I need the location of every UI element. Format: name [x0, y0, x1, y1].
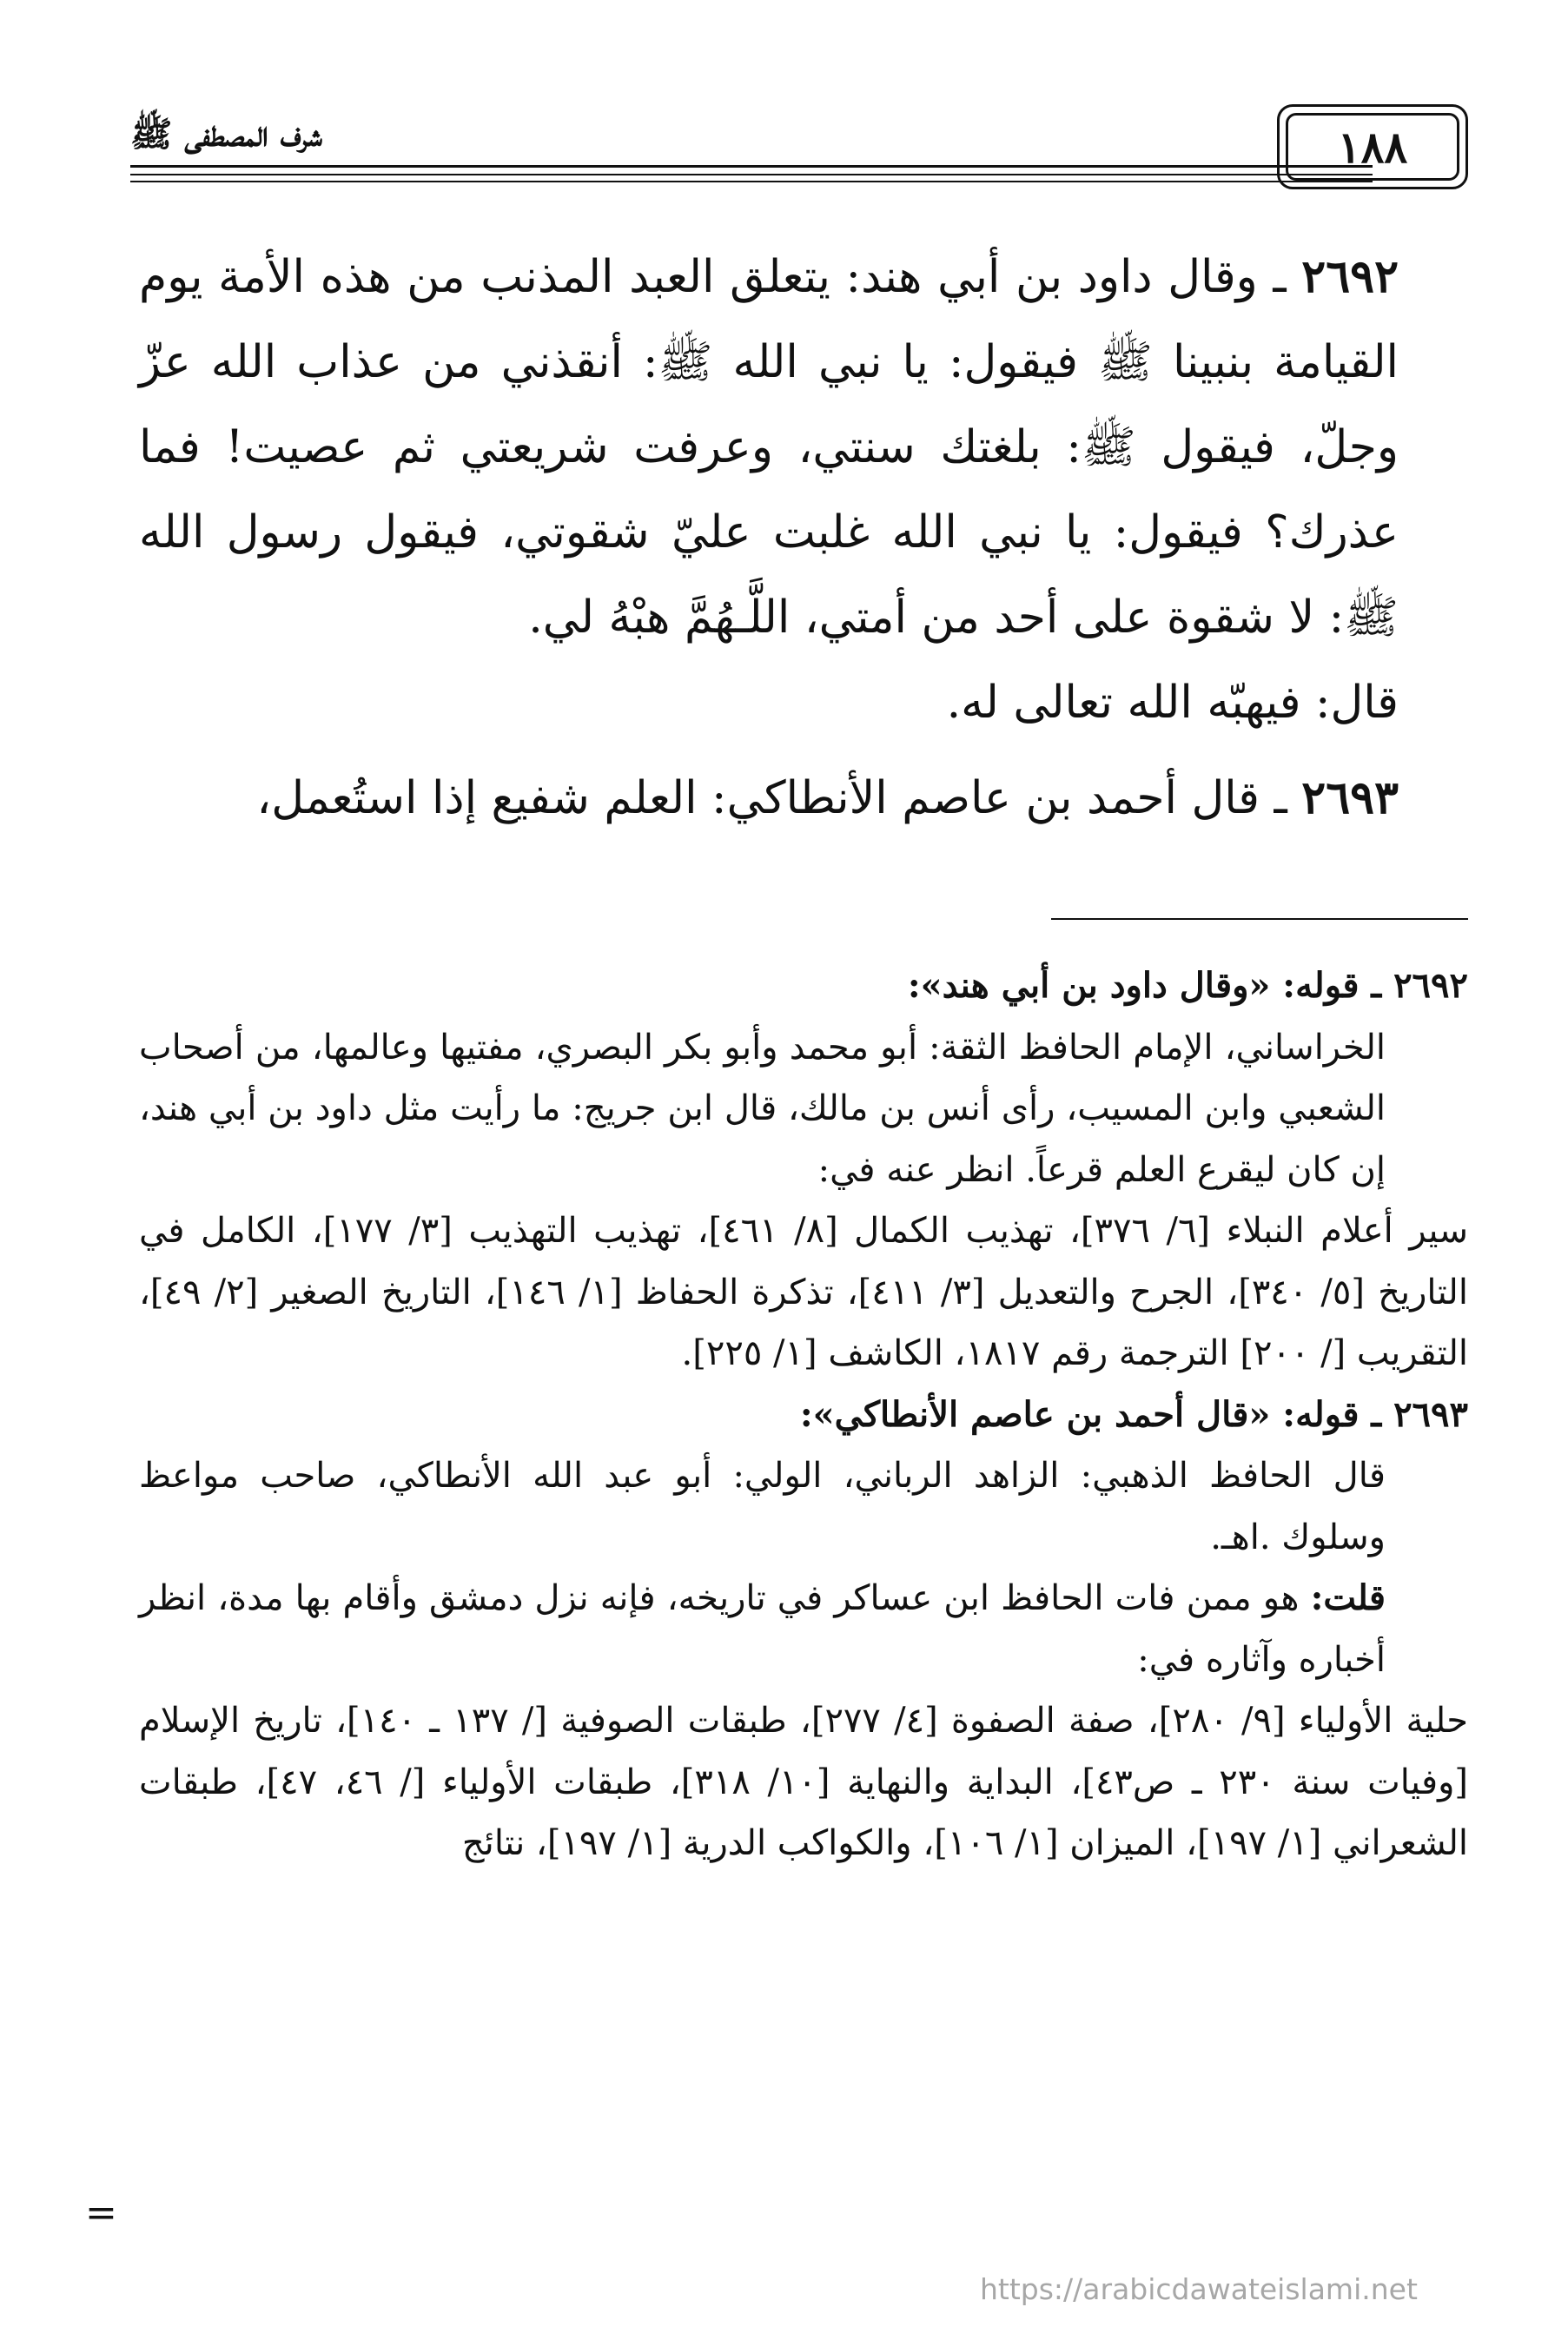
header-rule [130, 165, 1373, 168]
paragraph-2692 [139, 235, 1468, 660]
footnotes [139, 955, 1468, 1874]
footnote-separator [1051, 918, 1468, 920]
watermark: https://arabicdawateislami.net [980, 2272, 1418, 2306]
main-text [139, 235, 1468, 841]
qult-text: هو ممن فات الحافظ ابن عساكر في تاريخه، فإنه نزل دمشق وأقام بها مدة، انظر أخباره وآثاره في: [139, 1578, 1386, 1680]
continuation-mark: = [85, 2191, 117, 2235]
header-rule [130, 181, 1373, 182]
entry-number: ٢٦٩٢ [1301, 250, 1399, 303]
footnote-2693-qult [139, 1568, 1468, 1690]
page-number-frame [1277, 104, 1468, 189]
footnote-2693-references: حلية الأولياء [٩/ ٢٨٠]، صفة الصفوة [٤/ ٢٧٧]، طبقات الصوفية [/ ١٣٧ ـ ١٤٠]، تاريخ الإسلام [وفيات سنة ٢٣٠ ـ ص٤٣]، البداية والنهاية [١٠/ ٣١٨]، طبقات الأولياء [/ ٤٦، ٤٧]، طبقات الشعراني [١/ ١٩٧]، الميزان [١/ ١٠٦]، والكواكب الدرية [١/ ١٩٧]، نتائج [139, 1701, 1469, 1863]
paragraph-qala: قال: فيهبّه الله تعالى له. [946, 677, 1399, 729]
entry-text: ـ وقال داود بن أبي هند: يتعلق العبد المذنب من هذه الأمة يوم القيامة بنبينا ﷺ فيقول: يا نبي الله ﷺ: أنقذني من عذاب الله عزّ وجلّ، فيقول ﷺ: بلغتك سنتي، وعرفت شريعتي ثم عصيت! فما عذرك؟ فيقول: يا نبي الله غلبت عليّ شقوتي، فيقول رسول الله ﷺ: لا شقوة على أحد من أمتي، اللَّـهُمَّ هبْهُ لي. [139, 251, 1399, 644]
paragraph-2693 [139, 756, 1468, 841]
page-header [130, 104, 1468, 200]
running-title: شرف المصطفى ﷺ [130, 114, 322, 155]
footnote-2692-body: الخراساني، الإمام الحافظ الثقة: أبو محمد وأبو بكر البصري، مفتيها وعالمها، من أصحاب الشعبي وابن المسيب، رأى أنس بن مالك، قال ابن جريج: ما رأيت مثل داود بن أبي هند، إن كان ليقرع العلم قرعاً. انظر عنه في: [139, 1027, 1386, 1190]
page-number: ١٨٨ [1286, 113, 1459, 181]
footnote-2692-references: سير أعلام النبلاء [٦/ ٣٧٦]، تهذيب الكمال [٨/ ٤٦١]، تهذيب التهذيب [٣/ ١٧٧]، الكامل في التاريخ [٥/ ٣٤٠]، الجرح والتعديل [٣/ ٤١١]، تذكرة الحفاظ [١/ ١٤٦]، التاريخ الصغير [٢/ ٤٩]، التقريب [/ ٢٠٠] الترجمة رقم ١٨١٧، الكاشف [١/ ٢٢٥]. [139, 1211, 1468, 1373]
header-rule [130, 174, 1373, 175]
entry-number: ٢٦٩٣ [1301, 771, 1399, 824]
footnote-2692-heading: ٢٦٩٢ ـ قوله: «وقال داود بن أبي هند»: [907, 965, 1468, 1006]
entry-text: ـ قال أحمد بن عاصم الأنطاكي: العلم شفيع إذا استُعمل، [256, 772, 1302, 824]
qult-label: قلت: [1310, 1577, 1386, 1618]
footnote-2693-heading: ٢٦٩٣ ـ قوله: «قال أحمد بن عاصم الأنطاكي»: [799, 1393, 1468, 1435]
footnote-2693-body: قال الحافظ الذهبي: الزاهد الرباني، الولي: أبو عبد الله الأنطاكي، صاحب مواعظ وسلوك .اهـ. [139, 1456, 1386, 1557]
